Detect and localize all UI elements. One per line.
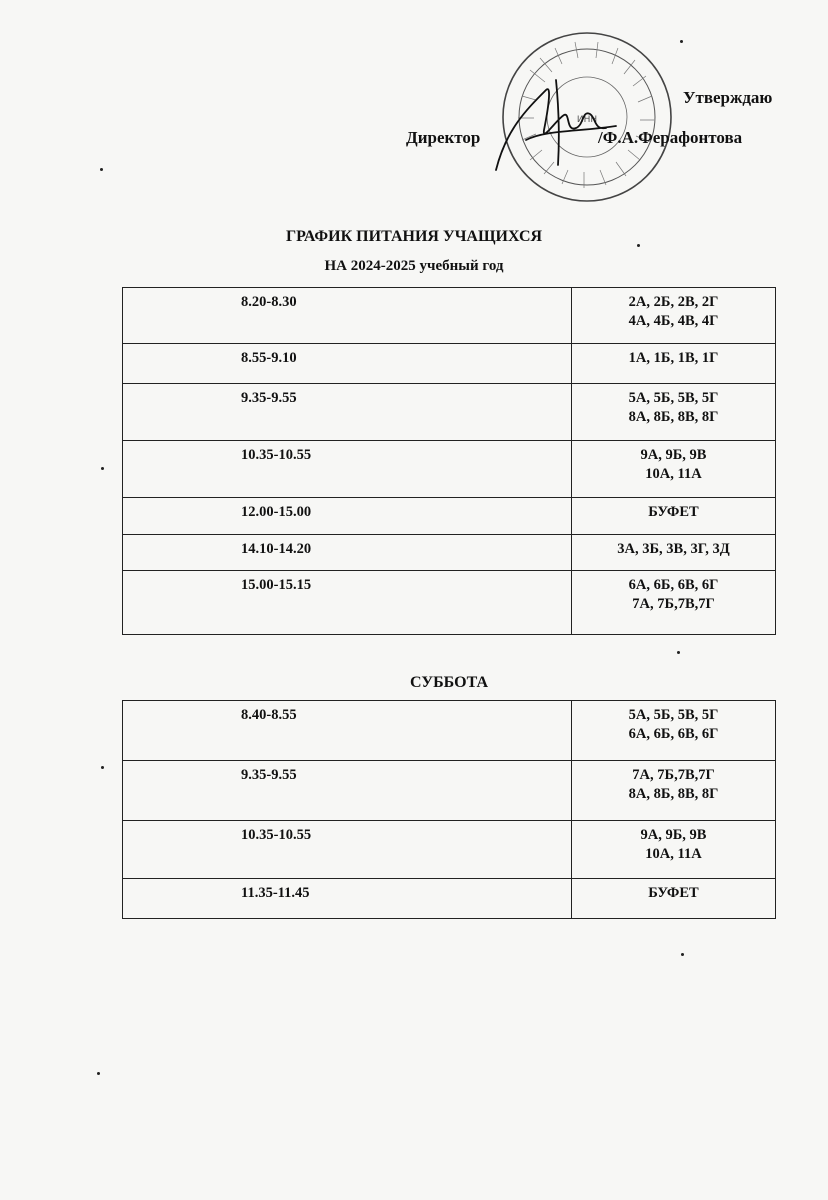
scan-speck xyxy=(677,651,680,654)
classes-cell xyxy=(572,344,776,384)
classes-line: 7А, 7Б,7В,7Г xyxy=(632,596,715,612)
classes-line: 6А, 6Б, 6В, 6Г xyxy=(628,726,719,742)
classes-line: 5А, 5Б, 5В, 5Г xyxy=(628,707,719,723)
svg-text:ИНН: ИНН xyxy=(576,115,598,125)
table-row xyxy=(123,761,776,821)
table-row xyxy=(123,821,776,879)
scan-speck xyxy=(681,953,684,956)
classes-line: 4А, 4Б, 4В, 4Г xyxy=(628,313,719,329)
time-cell: 10.35-10.55 xyxy=(123,441,572,498)
table-row xyxy=(123,441,776,498)
director-signature-icon xyxy=(486,70,626,180)
classes-cell xyxy=(572,535,776,571)
classes-line: 8А, 8Б, 8В, 8Г xyxy=(628,786,719,802)
classes-line: 2А, 2Б, 2В, 2Г xyxy=(628,294,719,310)
classes-line: БУФЕТ xyxy=(648,504,699,520)
classes-line: 1А, 1Б, 1В, 1Г xyxy=(628,350,719,366)
director-label: Директор xyxy=(406,128,481,147)
classes-cell xyxy=(572,288,776,344)
table-row xyxy=(123,535,776,571)
classes-cell xyxy=(572,571,776,635)
classes-line: 6А, 6Б, 6В, 6Г xyxy=(628,577,719,593)
director-name: /Ф.А.Ферафонтова xyxy=(598,128,743,147)
saturday-heading: СУББОТА xyxy=(410,674,489,691)
classes-cell xyxy=(572,701,776,761)
classes-line: 9А, 9Б, 9В xyxy=(640,447,707,463)
table-row xyxy=(123,384,776,441)
classes-cell xyxy=(572,441,776,498)
saturday-schedule-table xyxy=(122,700,776,919)
weekday-schedule-table xyxy=(122,287,776,635)
table-row xyxy=(123,288,776,344)
table-row xyxy=(123,879,776,919)
classes-cell xyxy=(572,879,776,919)
classes-cell xyxy=(572,498,776,535)
classes-line: 10А, 11А xyxy=(645,846,702,862)
time-cell: 11.35-11.45 xyxy=(123,879,572,919)
time-cell: 10.35-10.55 xyxy=(123,821,572,879)
time-cell: 14.10-14.20 xyxy=(123,535,572,571)
classes-line: 9А, 9Б, 9В xyxy=(640,827,707,843)
scan-speck xyxy=(680,40,683,43)
time-cell: 9.35-9.55 xyxy=(123,761,572,821)
table-row xyxy=(123,571,776,635)
classes-cell xyxy=(572,761,776,821)
page-subtitle: НА 2024-2025 учебный год xyxy=(324,258,504,274)
time-cell: 9.35-9.55 xyxy=(123,384,572,441)
classes-line: БУФЕТ xyxy=(648,885,699,901)
time-cell: 12.00-15.00 xyxy=(123,498,572,535)
table-row xyxy=(123,701,776,761)
time-cell: 8.20-8.30 xyxy=(123,288,572,344)
time-cell: 15.00-15.15 xyxy=(123,571,572,635)
scan-speck xyxy=(97,1072,100,1075)
approve-label: Утверждаю xyxy=(683,88,773,107)
scan-speck xyxy=(101,766,104,769)
classes-cell xyxy=(572,384,776,441)
time-cell: 8.40-8.55 xyxy=(123,701,572,761)
time-cell: 8.55-9.10 xyxy=(123,344,572,384)
scan-speck xyxy=(100,168,103,171)
classes-cell xyxy=(572,821,776,879)
table-row xyxy=(123,498,776,535)
scan-speck xyxy=(101,467,104,470)
classes-line: 10А, 11А xyxy=(645,466,702,482)
classes-line: 5А, 5Б, 5В, 5Г xyxy=(628,390,719,406)
scan-speck xyxy=(637,244,640,247)
table-row xyxy=(123,344,776,384)
page-title: ГРАФИК ПИТАНИЯ УЧАЩИХСЯ xyxy=(285,228,543,245)
classes-line: 8А, 8Б, 8В, 8Г xyxy=(628,409,719,425)
classes-line: 3А, 3Б, 3В, 3Г, 3Д xyxy=(617,541,730,557)
classes-line: 7А, 7Б,7В,7Г xyxy=(632,767,715,783)
